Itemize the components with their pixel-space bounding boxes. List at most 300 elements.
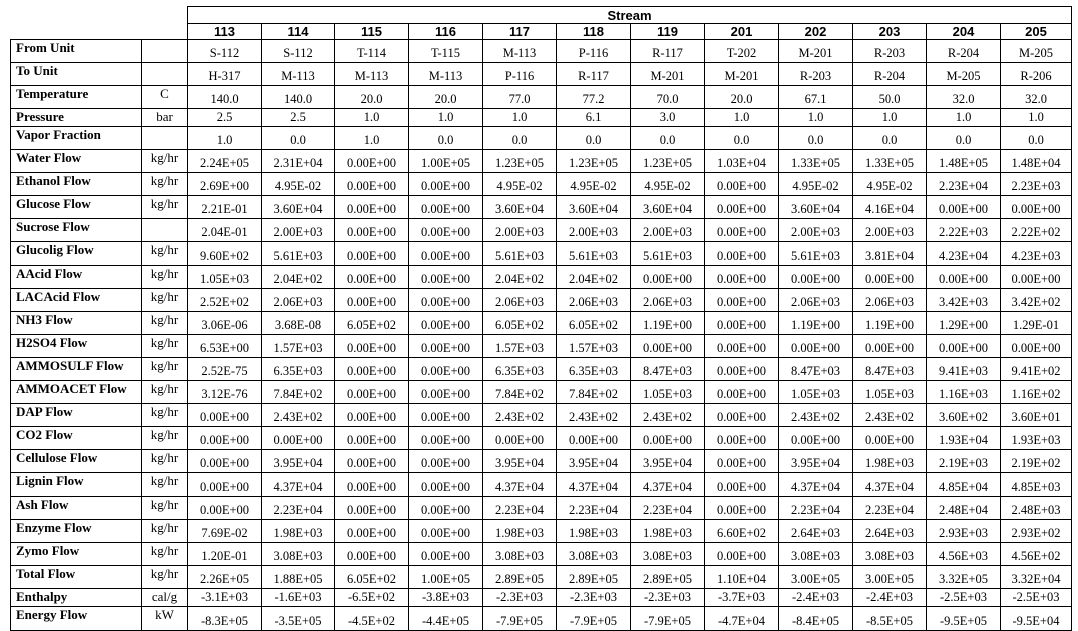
table-cell: 8.47E+03 bbox=[631, 358, 705, 381]
table-cell: 0.00E+00 bbox=[409, 358, 483, 381]
table-cell: 0.00E+00 bbox=[335, 427, 409, 450]
table-cell: -3.7E+03 bbox=[705, 589, 779, 607]
table-cell: 2.5 bbox=[262, 109, 335, 127]
table-cell: 0.00E+00 bbox=[335, 150, 409, 173]
table-cell: 3.08E+03 bbox=[853, 543, 927, 566]
table-cell: 2.23E+04 bbox=[853, 497, 927, 520]
table-cell: 3.42E+03 bbox=[927, 289, 1001, 312]
table-row bbox=[11, 266, 1072, 289]
table-cell: R-117 bbox=[631, 40, 705, 63]
row-label: Cellulose Flow bbox=[11, 450, 142, 473]
row-unit bbox=[142, 63, 188, 86]
table-cell: 2.19E+02 bbox=[1001, 450, 1072, 473]
row-label: DAP Flow bbox=[11, 404, 142, 427]
table-cell: 4.23E+04 bbox=[927, 242, 1001, 266]
table-cell: 1.16E+03 bbox=[927, 381, 1001, 404]
table-row bbox=[11, 607, 1072, 631]
row-unit: kg/hr bbox=[142, 543, 188, 566]
table-cell: M-205 bbox=[927, 63, 1001, 86]
stream-id-header: 119 bbox=[631, 24, 705, 40]
table-cell: 0.00E+00 bbox=[705, 358, 779, 381]
table-cell: 3.95E+04 bbox=[262, 450, 335, 473]
table-cell: 2.00E+03 bbox=[631, 219, 705, 242]
table-cell: -2.3E+03 bbox=[557, 589, 631, 607]
table-row bbox=[11, 335, 1072, 358]
table-cell: 0.00E+00 bbox=[335, 404, 409, 427]
row-unit bbox=[142, 127, 188, 150]
table-cell: 1.88E+05 bbox=[262, 566, 335, 589]
table-cell: 2.43E+02 bbox=[779, 404, 853, 427]
table-cell: 6.1 bbox=[557, 109, 631, 127]
table-cell: 2.04E+02 bbox=[483, 266, 557, 289]
table-cell: 3.81E+04 bbox=[853, 242, 927, 266]
table-cell: 1.0 bbox=[335, 109, 409, 127]
table-cell: 3.08E+03 bbox=[557, 543, 631, 566]
table-cell: 2.23E+04 bbox=[927, 173, 1001, 196]
table-cell: -2.4E+03 bbox=[853, 589, 927, 607]
table-cell: 2.69E+00 bbox=[188, 173, 262, 196]
table-cell: 140.0 bbox=[188, 86, 262, 109]
row-label: From Unit bbox=[11, 40, 142, 63]
table-cell: 1.23E+05 bbox=[631, 150, 705, 173]
table-cell: R-203 bbox=[779, 63, 853, 86]
row-label: Glucose Flow bbox=[11, 196, 142, 219]
table-cell: 2.43E+02 bbox=[483, 404, 557, 427]
table-cell: 2.04E+02 bbox=[557, 266, 631, 289]
table-cell: 3.95E+04 bbox=[631, 450, 705, 473]
table-cell: 0.00E+00 bbox=[705, 289, 779, 312]
table-cell: -2.5E+03 bbox=[927, 589, 1001, 607]
table-cell: 2.23E+04 bbox=[483, 497, 557, 520]
table-cell: M-113 bbox=[262, 63, 335, 86]
table-row bbox=[11, 219, 1072, 242]
table-row bbox=[11, 381, 1072, 404]
row-unit: kg/hr bbox=[142, 473, 188, 497]
table-cell: 0.00E+00 bbox=[335, 358, 409, 381]
table-cell: 4.37E+04 bbox=[853, 473, 927, 497]
table-cell: 6.60E+02 bbox=[705, 520, 779, 543]
table-cell: 2.23E+04 bbox=[631, 497, 705, 520]
table-cell: 0.00E+00 bbox=[335, 242, 409, 266]
table-cell: T-114 bbox=[335, 40, 409, 63]
table-cell: 2.43E+02 bbox=[853, 404, 927, 427]
table-cell: 0.00E+00 bbox=[335, 335, 409, 358]
table-cell: 2.31E+04 bbox=[262, 150, 335, 173]
table-cell: 4.37E+04 bbox=[483, 473, 557, 497]
table-row bbox=[11, 109, 1072, 127]
row-label: AMMOACET Flow bbox=[11, 381, 142, 404]
table-cell: 0.00E+00 bbox=[705, 473, 779, 497]
table-cell: 2.06E+03 bbox=[557, 289, 631, 312]
table-row bbox=[11, 473, 1072, 497]
table-cell: 6.05E+02 bbox=[557, 312, 631, 335]
row-label: Ethanol Flow bbox=[11, 173, 142, 196]
table-cell: -7.9E+05 bbox=[631, 607, 705, 631]
table-cell: 0.0 bbox=[631, 127, 705, 150]
table-cell: 2.04E-01 bbox=[188, 219, 262, 242]
table-cell: 1.57E+03 bbox=[262, 335, 335, 358]
table-cell: 0.00E+00 bbox=[188, 427, 262, 450]
table-cell: 2.06E+03 bbox=[631, 289, 705, 312]
table-row bbox=[11, 242, 1072, 266]
table-cell: 0.0 bbox=[779, 127, 853, 150]
table-cell: 3.32E+05 bbox=[927, 566, 1001, 589]
table-cell: 3.0 bbox=[631, 109, 705, 127]
table-cell: 3.00E+05 bbox=[779, 566, 853, 589]
table-cell: 2.5 bbox=[188, 109, 262, 127]
table-cell: 1.57E+03 bbox=[483, 335, 557, 358]
table-cell: 1.98E+03 bbox=[853, 450, 927, 473]
row-label: To Unit bbox=[11, 63, 142, 86]
row-unit: kg/hr bbox=[142, 196, 188, 219]
table-cell: 3.08E+03 bbox=[631, 543, 705, 566]
table-cell: 1.0 bbox=[853, 109, 927, 127]
table-cell: 4.56E+02 bbox=[1001, 543, 1072, 566]
table-row bbox=[11, 497, 1072, 520]
table-cell: 3.95E+04 bbox=[779, 450, 853, 473]
table-row bbox=[11, 404, 1072, 427]
table-cell: 0.00E+00 bbox=[188, 497, 262, 520]
table-cell: 0.00E+00 bbox=[705, 335, 779, 358]
row-unit: kg/hr bbox=[142, 289, 188, 312]
table-cell: 2.43E+02 bbox=[262, 404, 335, 427]
table-cell: 3.32E+04 bbox=[1001, 566, 1072, 589]
table-cell: 77.0 bbox=[483, 86, 557, 109]
table-cell: -3.5E+05 bbox=[262, 607, 335, 631]
table-cell: 2.22E+03 bbox=[927, 219, 1001, 242]
table-cell: 1.29E-01 bbox=[1001, 312, 1072, 335]
table-cell: 1.23E+05 bbox=[557, 150, 631, 173]
table-cell: 7.84E+02 bbox=[262, 381, 335, 404]
table-cell: 0.00E+00 bbox=[483, 427, 557, 450]
table-cell: 1.05E+03 bbox=[853, 381, 927, 404]
table-cell: 2.06E+03 bbox=[853, 289, 927, 312]
table-cell: 1.33E+05 bbox=[779, 150, 853, 173]
row-label: Ash Flow bbox=[11, 497, 142, 520]
table-cell: 0.0 bbox=[705, 127, 779, 150]
row-unit: kg/hr bbox=[142, 427, 188, 450]
table-cell: 4.37E+04 bbox=[779, 473, 853, 497]
table-cell: 1.05E+03 bbox=[631, 381, 705, 404]
table-cell: 2.23E+03 bbox=[1001, 173, 1072, 196]
table-cell: 0.00E+00 bbox=[409, 473, 483, 497]
table-cell: M-113 bbox=[409, 63, 483, 86]
table-cell: 4.85E+03 bbox=[1001, 473, 1072, 497]
table-cell: 8.47E+03 bbox=[853, 358, 927, 381]
row-unit bbox=[142, 219, 188, 242]
table-cell: -7.9E+05 bbox=[557, 607, 631, 631]
table-cell: 0.00E+00 bbox=[409, 427, 483, 450]
table-cell: R-204 bbox=[927, 40, 1001, 63]
table-cell: 0.00E+00 bbox=[927, 196, 1001, 219]
table-cell: T-202 bbox=[705, 40, 779, 63]
table-cell: M-113 bbox=[483, 40, 557, 63]
table-cell: 1.93E+04 bbox=[927, 427, 1001, 450]
row-label: Lignin Flow bbox=[11, 473, 142, 497]
table-cell: -1.6E+03 bbox=[262, 589, 335, 607]
table-cell: 0.00E+00 bbox=[927, 335, 1001, 358]
table-cell: 6.05E+02 bbox=[335, 312, 409, 335]
table-cell: 0.00E+00 bbox=[188, 473, 262, 497]
table-cell: 20.0 bbox=[705, 86, 779, 109]
table-cell: 1.23E+05 bbox=[483, 150, 557, 173]
table-row bbox=[11, 86, 1072, 109]
table-cell: 1.0 bbox=[335, 127, 409, 150]
table-cell: 4.95E-02 bbox=[631, 173, 705, 196]
table-cell: 2.52E+02 bbox=[188, 289, 262, 312]
stream-id-header: 116 bbox=[409, 24, 483, 40]
table-cell: 0.00E+00 bbox=[409, 312, 483, 335]
table-cell: -4.7E+04 bbox=[705, 607, 779, 631]
table-row bbox=[11, 150, 1072, 173]
table-row bbox=[11, 543, 1072, 566]
stream-id-header: 114 bbox=[262, 24, 335, 40]
table-cell: 4.95E-02 bbox=[557, 173, 631, 196]
table-cell: 2.00E+03 bbox=[483, 219, 557, 242]
table-cell: 6.35E+03 bbox=[262, 358, 335, 381]
table-cell: 1.20E-01 bbox=[188, 543, 262, 566]
row-label: NH3 Flow bbox=[11, 312, 142, 335]
table-cell: 0.00E+00 bbox=[335, 473, 409, 497]
table-cell: 0.00E+00 bbox=[409, 497, 483, 520]
table-cell: 2.48E+04 bbox=[927, 497, 1001, 520]
table-cell: 3.60E+04 bbox=[631, 196, 705, 219]
table-cell: 4.37E+04 bbox=[557, 473, 631, 497]
row-unit: kg/hr bbox=[142, 520, 188, 543]
table-row bbox=[11, 289, 1072, 312]
stream-id-header: 118 bbox=[557, 24, 631, 40]
row-label: Enzyme Flow bbox=[11, 520, 142, 543]
table-cell: 0.00E+00 bbox=[705, 312, 779, 335]
table-cell: 0.00E+00 bbox=[927, 266, 1001, 289]
table-cell: 0.00E+00 bbox=[335, 289, 409, 312]
table-cell: 5.61E+03 bbox=[557, 242, 631, 266]
table-cell: 0.00E+00 bbox=[335, 520, 409, 543]
row-label: CO2 Flow bbox=[11, 427, 142, 450]
table-cell: 0.00E+00 bbox=[409, 543, 483, 566]
table-cell: 0.00E+00 bbox=[705, 450, 779, 473]
table-cell: 1.05E+03 bbox=[188, 266, 262, 289]
table-cell: 50.0 bbox=[853, 86, 927, 109]
table-cell: 1.0 bbox=[483, 109, 557, 127]
row-unit: kg/hr bbox=[142, 266, 188, 289]
table-cell: S-112 bbox=[262, 40, 335, 63]
table-cell: -2.5E+03 bbox=[1001, 589, 1072, 607]
table-cell: S-112 bbox=[188, 40, 262, 63]
row-unit: kg/hr bbox=[142, 450, 188, 473]
table-cell: 5.61E+03 bbox=[262, 242, 335, 266]
table-cell: 20.0 bbox=[409, 86, 483, 109]
table-cell: 2.43E+02 bbox=[631, 404, 705, 427]
table-cell: 1.98E+03 bbox=[631, 520, 705, 543]
table-cell: 3.12E-76 bbox=[188, 381, 262, 404]
stream-id-header: 115 bbox=[335, 24, 409, 40]
table-cell: 20.0 bbox=[335, 86, 409, 109]
table-row bbox=[11, 566, 1072, 589]
table-cell: 0.00E+00 bbox=[705, 266, 779, 289]
table-cell: 0.00E+00 bbox=[335, 196, 409, 219]
table-row bbox=[11, 63, 1072, 86]
table-cell: 4.56E+03 bbox=[927, 543, 1001, 566]
table-cell: -4.4E+05 bbox=[409, 607, 483, 631]
row-unit: C bbox=[142, 86, 188, 109]
table-cell: 7.84E+02 bbox=[557, 381, 631, 404]
table-cell: 32.0 bbox=[1001, 86, 1072, 109]
table-cell: 2.64E+03 bbox=[779, 520, 853, 543]
table-cell: -9.5E+04 bbox=[1001, 607, 1072, 631]
table-row bbox=[11, 40, 1072, 63]
table-cell: 3.42E+02 bbox=[1001, 289, 1072, 312]
table-cell: -8.5E+05 bbox=[853, 607, 927, 631]
table-cell: -8.4E+05 bbox=[779, 607, 853, 631]
table-cell: 4.95E-02 bbox=[483, 173, 557, 196]
table-cell: R-206 bbox=[1001, 63, 1072, 86]
table-cell: 2.06E+03 bbox=[779, 289, 853, 312]
row-label: Enthalpy bbox=[11, 589, 142, 607]
table-cell: 7.69E-02 bbox=[188, 520, 262, 543]
table-cell: 9.60E+02 bbox=[188, 242, 262, 266]
table-cell: 3.60E+04 bbox=[483, 196, 557, 219]
table-cell: M-113 bbox=[335, 63, 409, 86]
table-cell: 1.0 bbox=[705, 109, 779, 127]
table-body bbox=[11, 40, 1072, 631]
stream-id-header: 201 bbox=[705, 24, 779, 40]
table-cell: 6.53E+00 bbox=[188, 335, 262, 358]
table-cell: P-116 bbox=[557, 40, 631, 63]
table-cell: 1.10E+04 bbox=[705, 566, 779, 589]
table-cell: 2.48E+03 bbox=[1001, 497, 1072, 520]
table-cell: 3.95E+04 bbox=[483, 450, 557, 473]
table-cell: 0.0 bbox=[557, 127, 631, 150]
table-cell: 0.00E+00 bbox=[409, 219, 483, 242]
table-cell: 0.00E+00 bbox=[557, 427, 631, 450]
table-row bbox=[11, 173, 1072, 196]
table-cell: 0.00E+00 bbox=[335, 173, 409, 196]
table-cell: 6.35E+03 bbox=[557, 358, 631, 381]
table-cell: 8.47E+03 bbox=[779, 358, 853, 381]
stream-id-header: 202 bbox=[779, 24, 853, 40]
table-cell: 0.00E+00 bbox=[853, 266, 927, 289]
table-cell: 5.61E+03 bbox=[631, 242, 705, 266]
table-cell: 2.24E+05 bbox=[188, 150, 262, 173]
table-cell: 0.00E+00 bbox=[335, 266, 409, 289]
stream-id-header: 113 bbox=[188, 24, 262, 40]
table-cell: 2.21E-01 bbox=[188, 196, 262, 219]
table-cell: M-201 bbox=[705, 63, 779, 86]
table-cell: M-201 bbox=[631, 63, 705, 86]
row-unit: kg/hr bbox=[142, 404, 188, 427]
table-cell: 2.04E+02 bbox=[262, 266, 335, 289]
table-cell: 2.06E+03 bbox=[262, 289, 335, 312]
table-cell: 1.48E+05 bbox=[927, 150, 1001, 173]
table-cell: 6.05E+02 bbox=[335, 566, 409, 589]
table-cell: 0.00E+00 bbox=[705, 381, 779, 404]
table-cell: 0.00E+00 bbox=[335, 497, 409, 520]
table-cell: R-204 bbox=[853, 63, 927, 86]
table-cell: 0.00E+00 bbox=[705, 242, 779, 266]
table-cell: 2.00E+03 bbox=[853, 219, 927, 242]
stream-id-header: 204 bbox=[927, 24, 1001, 40]
table-cell: 0.00E+00 bbox=[188, 404, 262, 427]
table-cell: 2.89E+05 bbox=[483, 566, 557, 589]
stream-id-header: 203 bbox=[853, 24, 927, 40]
table-cell: 0.00E+00 bbox=[409, 335, 483, 358]
table-cell: 4.16E+04 bbox=[853, 196, 927, 219]
table-cell: 2.23E+04 bbox=[262, 497, 335, 520]
table-row bbox=[11, 589, 1072, 607]
row-unit: kg/hr bbox=[142, 312, 188, 335]
table-cell: 0.00E+00 bbox=[335, 543, 409, 566]
table-cell: 1.57E+03 bbox=[557, 335, 631, 358]
table-cell: 0.00E+00 bbox=[705, 196, 779, 219]
table-cell: M-201 bbox=[779, 40, 853, 63]
table-cell: 0.00E+00 bbox=[705, 404, 779, 427]
table-cell: 4.85E+04 bbox=[927, 473, 1001, 497]
table-cell: -4.5E+02 bbox=[335, 607, 409, 631]
table-cell: 0.0 bbox=[483, 127, 557, 150]
table-cell: 0.00E+00 bbox=[705, 427, 779, 450]
table-cell: -9.5E+05 bbox=[927, 607, 1001, 631]
row-unit: kg/hr bbox=[142, 335, 188, 358]
row-label: Sucrose Flow bbox=[11, 219, 142, 242]
table-cell: 1.19E+00 bbox=[631, 312, 705, 335]
table-cell: 2.23E+04 bbox=[557, 497, 631, 520]
row-unit: cal/g bbox=[142, 589, 188, 607]
table-cell: 0.00E+00 bbox=[705, 543, 779, 566]
table-cell: 2.93E+03 bbox=[927, 520, 1001, 543]
table-cell: 0.00E+00 bbox=[631, 427, 705, 450]
table-cell: 1.16E+02 bbox=[1001, 381, 1072, 404]
table-cell: 0.00E+00 bbox=[409, 381, 483, 404]
table-cell: 3.60E+04 bbox=[779, 196, 853, 219]
table-cell: -2.3E+03 bbox=[483, 589, 557, 607]
table-cell: 3.60E+01 bbox=[1001, 404, 1072, 427]
table-cell: 0.00E+00 bbox=[631, 335, 705, 358]
row-unit: kg/hr bbox=[142, 497, 188, 520]
table-cell: 0.00E+00 bbox=[705, 173, 779, 196]
table-cell: 2.52E-75 bbox=[188, 358, 262, 381]
table-cell: 1.00E+05 bbox=[409, 566, 483, 589]
table-cell: 3.60E+02 bbox=[927, 404, 1001, 427]
table-cell: 77.2 bbox=[557, 86, 631, 109]
row-label: AMMOSULF Flow bbox=[11, 358, 142, 381]
row-label: LACAcid Flow bbox=[11, 289, 142, 312]
table-cell: 1.33E+05 bbox=[853, 150, 927, 173]
row-label: Vapor Fraction bbox=[11, 127, 142, 150]
table-cell: 1.93E+03 bbox=[1001, 427, 1072, 450]
table-cell: 9.41E+02 bbox=[1001, 358, 1072, 381]
table-cell: 0.00E+00 bbox=[1001, 335, 1072, 358]
stream-header: Stream bbox=[188, 7, 1072, 24]
table-cell: 2.00E+03 bbox=[557, 219, 631, 242]
table-row bbox=[11, 312, 1072, 335]
table-cell: 0.00E+00 bbox=[188, 450, 262, 473]
table-cell: 3.95E+04 bbox=[557, 450, 631, 473]
table-cell: -7.9E+05 bbox=[483, 607, 557, 631]
table-row bbox=[11, 427, 1072, 450]
table-cell: 6.35E+03 bbox=[483, 358, 557, 381]
table-header bbox=[11, 7, 1072, 40]
table-cell: 0.00E+00 bbox=[779, 427, 853, 450]
table-cell: 0.00E+00 bbox=[262, 427, 335, 450]
table-cell: 7.84E+02 bbox=[483, 381, 557, 404]
table-cell: 5.61E+03 bbox=[483, 242, 557, 266]
table-cell: R-203 bbox=[853, 40, 927, 63]
stream-id-row bbox=[11, 24, 1072, 40]
table-cell: 2.06E+03 bbox=[483, 289, 557, 312]
table-row bbox=[11, 450, 1072, 473]
table-cell: 2.26E+05 bbox=[188, 566, 262, 589]
